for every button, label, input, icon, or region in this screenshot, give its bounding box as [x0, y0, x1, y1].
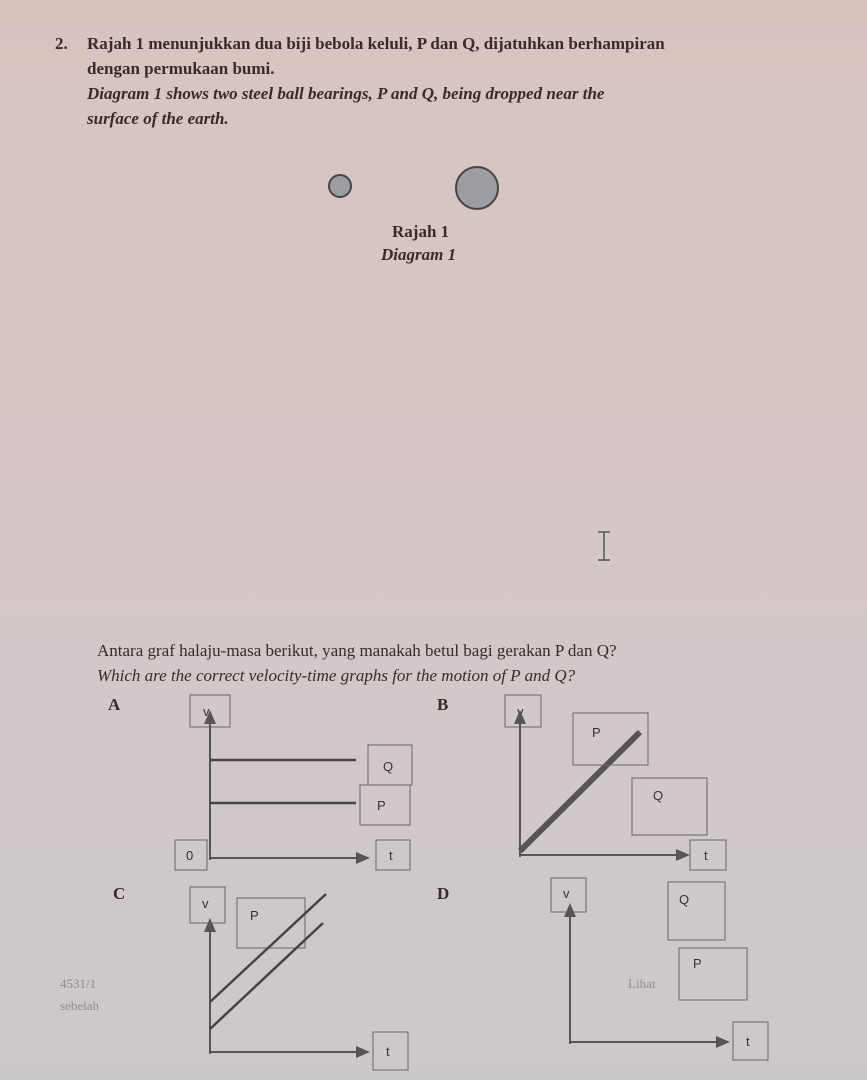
option-a-t-label: t [389, 848, 393, 863]
question-number: 2. [55, 34, 68, 53]
diagram-caption-english: Diagram 1 [381, 245, 457, 264]
option-c-v-label: v [202, 896, 209, 911]
option-c-p-label: P [250, 908, 259, 923]
option-b-q-label: Q [653, 788, 664, 803]
question-malay-line1: Rajah 1 menunjukkan dua biji bebola keluli, P dan Q, dijatuhkan berhampiran [87, 34, 665, 53]
option-d-v-label: v [563, 886, 570, 901]
option-d-q-label: Q [679, 892, 690, 907]
footer-code: 4531/1 [60, 976, 97, 991]
question-malay-line2: dengan permukaan bumi. [87, 59, 275, 78]
option-c-t-label: t [386, 1044, 390, 1059]
option-b-v-label: v [517, 704, 524, 719]
footer-next-right: Lihat [628, 976, 656, 991]
option-d-t-label: t [746, 1034, 750, 1049]
option-a-p-label: P [377, 798, 386, 813]
prompt-malay: Antara graf halaju-masa berikut, yang manakah betul bagi gerakan P dan Q? [97, 641, 617, 660]
option-a-v-label: v [203, 704, 210, 719]
question-english-line2: surface of the earth. [87, 109, 229, 128]
option-a-graph[interactable] [108, 695, 412, 870]
option-b-graph[interactable] [437, 695, 726, 870]
option-b-label: B [437, 695, 449, 714]
option-d-p-label: P [693, 956, 702, 971]
option-b-p-label: P [592, 725, 601, 740]
option-a-label: A [108, 695, 121, 714]
diagram-caption-malay: Rajah 1 [392, 222, 450, 241]
option-a-origin-label: 0 [186, 848, 194, 863]
prompt-english: Which are the correct velocity-time graphs for the motion of P and Q? [97, 666, 576, 685]
option-d-label: D [437, 884, 450, 903]
option-c-line-lower [210, 923, 323, 1029]
option-c-label: C [113, 884, 126, 903]
option-c-graph[interactable] [113, 884, 408, 1070]
ball-p [329, 175, 351, 197]
option-b-t-label: t [704, 848, 708, 863]
ball-q [456, 167, 498, 209]
question-english-line1: Diagram 1 shows two steel ball bearings, P and Q, being dropped near the [87, 84, 605, 103]
option-d-graph[interactable] [437, 878, 768, 1060]
option-c-line-upper [210, 894, 326, 1002]
option-b-pq-line [520, 732, 640, 851]
footer-next-left: sebelah [60, 998, 99, 1013]
text-cursor-icon [598, 532, 610, 560]
option-a-q-label: Q [383, 759, 394, 774]
